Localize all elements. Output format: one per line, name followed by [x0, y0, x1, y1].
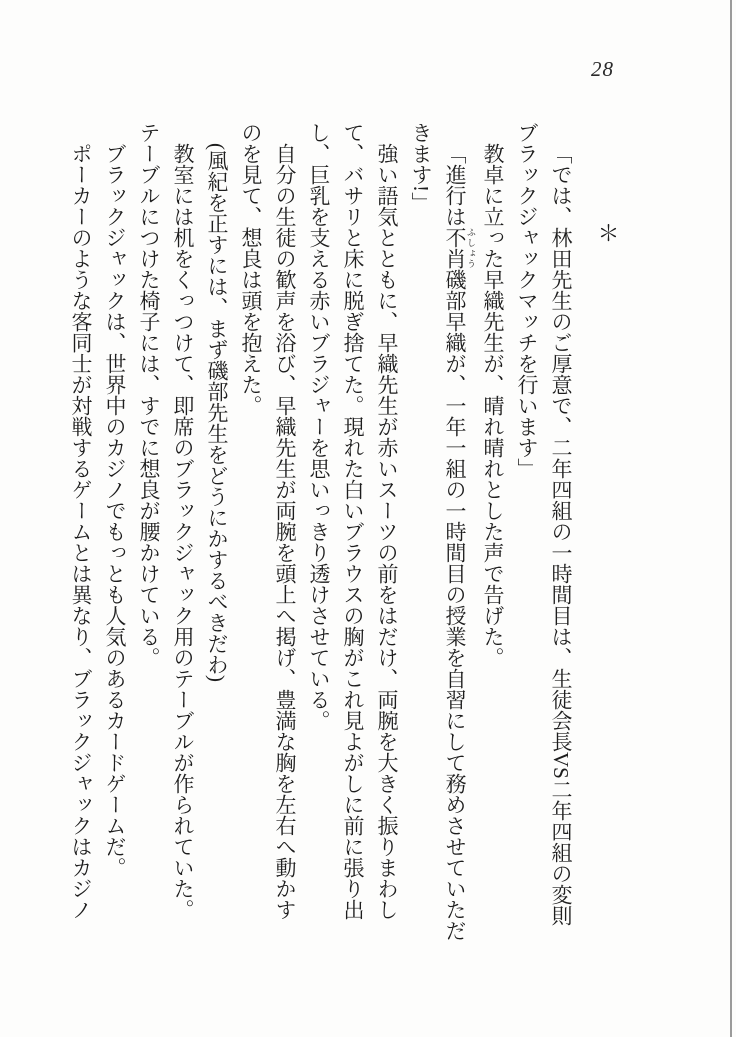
text-line: のを見て、想良は頭を抱えた。 [239, 122, 263, 416]
asterisk-separator-glyph: ＊ [595, 222, 620, 244]
vertical-text-block [64, 122, 624, 954]
text-line: 教卓に立った早織先生が、晴れ晴れとした声で告げた。 [481, 143, 505, 668]
text-line: 「進行は不肖 ふしょう磯部早織が、一年一組の一時間目の授業を自習にして務めさせていただ [443, 143, 476, 941]
text-line: 教室には机をくっつけて、即席のブラックジャック用のテーブルが作られていた。 [171, 143, 195, 920]
text-line: 強い語気とともに、早織先生が赤いスーツの前をはだけ、両腕を大きく振りまわし [375, 143, 399, 920]
text-line: て、バサリと床に脱ぎ捨てた。現れた白いブラウスの胸がこれ見よがしに前に張り出 [341, 122, 365, 920]
text-line: (風紀を正すには、まず磯部先生をどうにかするべきだわ) [205, 143, 229, 682]
text-line: 「では、林田先生のご厚意で、二年四組の一時間目は、生徒会長VS二年四組の変則 [549, 143, 573, 926]
text-line: きます!」 [409, 122, 433, 213]
furigana-ruby: 不肖 ふしょう [443, 227, 476, 269]
page-number: 28 [591, 57, 614, 81]
text-line: ブラックジャックは、世界中のカジノでもっとも人気のあるカードゲームだ。 [103, 143, 127, 878]
text-line: テーブルにつけた椅子には、すでに想良が腰かけている。 [137, 122, 161, 668]
page-edge-line [730, 0, 732, 1037]
text-line: し、巨乳を支える赤いブラジャーを思いっきり透けさせている。 [307, 122, 331, 731]
section-separator [590, 122, 624, 954]
text-line: 自分の生徒の歓声を浴び、早織先生が両腕を頭上へ掲げ、豊満な胸を左右へ動かす [273, 143, 297, 920]
text-line: ブラックジャックマッチを行います」 [515, 122, 539, 479]
text-line: ポーカーのような客同士が対戦するゲームとは異なり、ブラックジャックはカジノ [69, 143, 93, 920]
